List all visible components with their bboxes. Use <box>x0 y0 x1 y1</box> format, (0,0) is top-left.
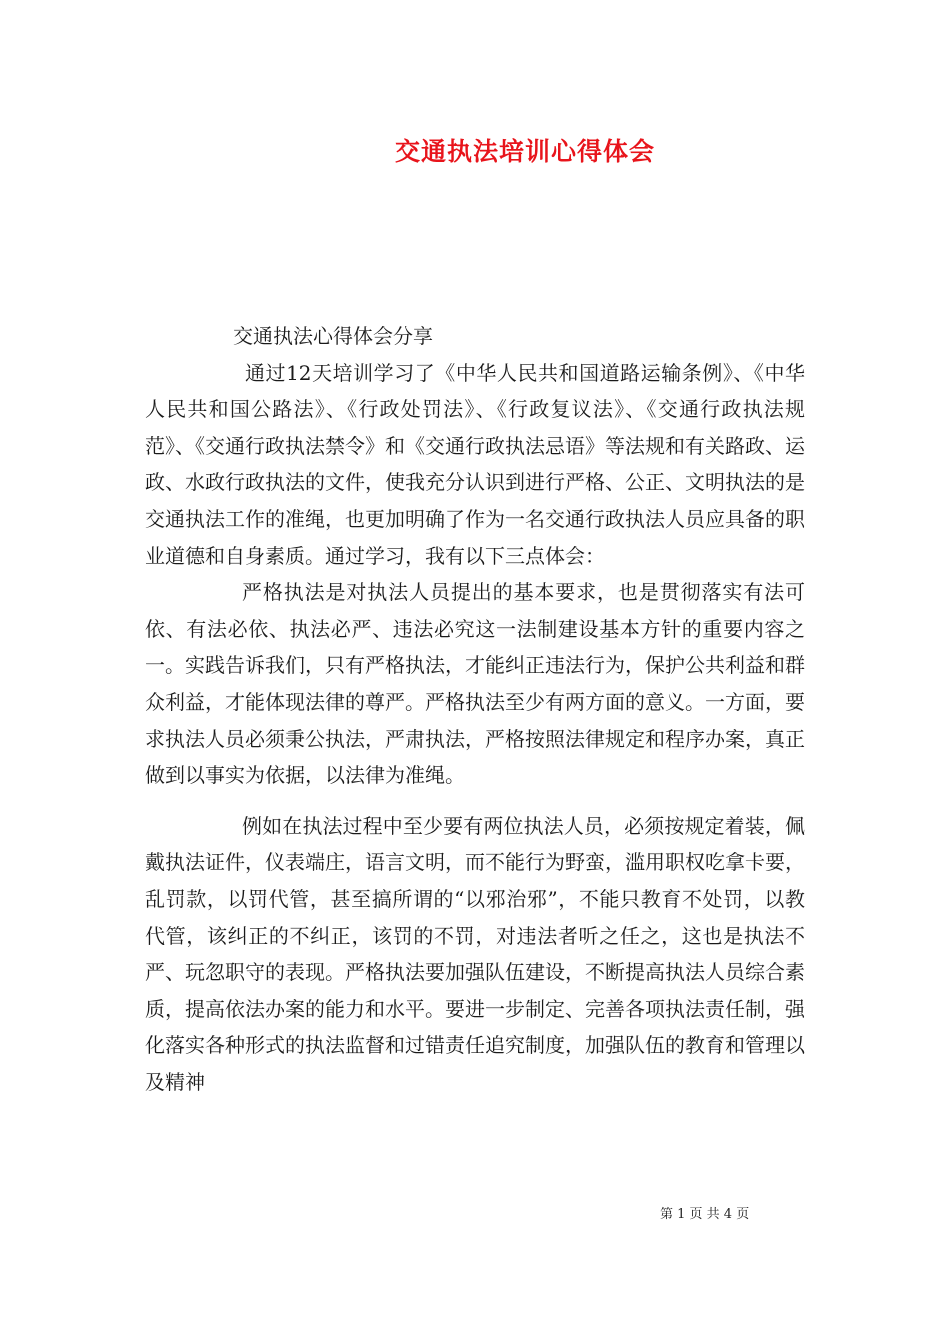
document-body <box>145 318 805 1100</box>
document-subtitle: 交通执法心得体会分享 <box>233 324 433 348</box>
paragraph-3: 例如在执法过程中至少要有两位执法人员，必须按规定着装，佩戴执法证件，仪表端庄，语言文明，而不能行为野蛮，滥用职权吃拿卡要，乱罚款，以罚代管，甚至搞所谓的“以邪治邪”，不能只教育不处罚，以教代管，该纠正的不纠正，该罚的不罚，对违法者听之任之，这也是执法不严、玩忽职守的表现。严格执法要加强队伍建设，不断提高执法人员综合素质，提高依法办案的能力和水平。要进一步制定、完善各项执法责任制，强化落实各种形式的执法监督和过错责任追究制度，加强队伍的教育和管理以及精神 <box>145 813 805 1094</box>
paragraph-1: 通过12天培训学习了《中华人民共和国道路运输条例》、《中华人民共和国公路法》、《行政处罚法》、《行政复议法》、《交通行政执法规范》、《交通行政执法禁令》和《交通行政执法忌语》等法规和有关路政、运政、水政行政执法的文件，使我充分认识到进行严格、公正、文明执法的是交通执法工作的准绳，也更加明确了作为一名交通行政执法人员应具备的职业道德和自身素质。通过学习，我有以下三点体会： <box>145 360 805 568</box>
page-number: 第 1 页 共 4 页 <box>660 1207 750 1222</box>
paragraph-2: 严格执法是对执法人员提出的基本要求，也是贯彻落实有法可依、有法必依、执法必严、违法必究这一法制建设基本方针的重要内容之一。实践告诉我们，只有严格执法，才能纠正违法行为，保护公共利益和群众利益，才能体现法律的尊严。严格执法至少有两方面的意义。一方面，要求执法人员必须秉公执法，严肃执法，严格按照法律规定和程序办案，真正做到以事实为依据，以法律为准绳。 <box>145 580 805 788</box>
document-title: 交通执法培训心得体会 <box>394 137 655 166</box>
